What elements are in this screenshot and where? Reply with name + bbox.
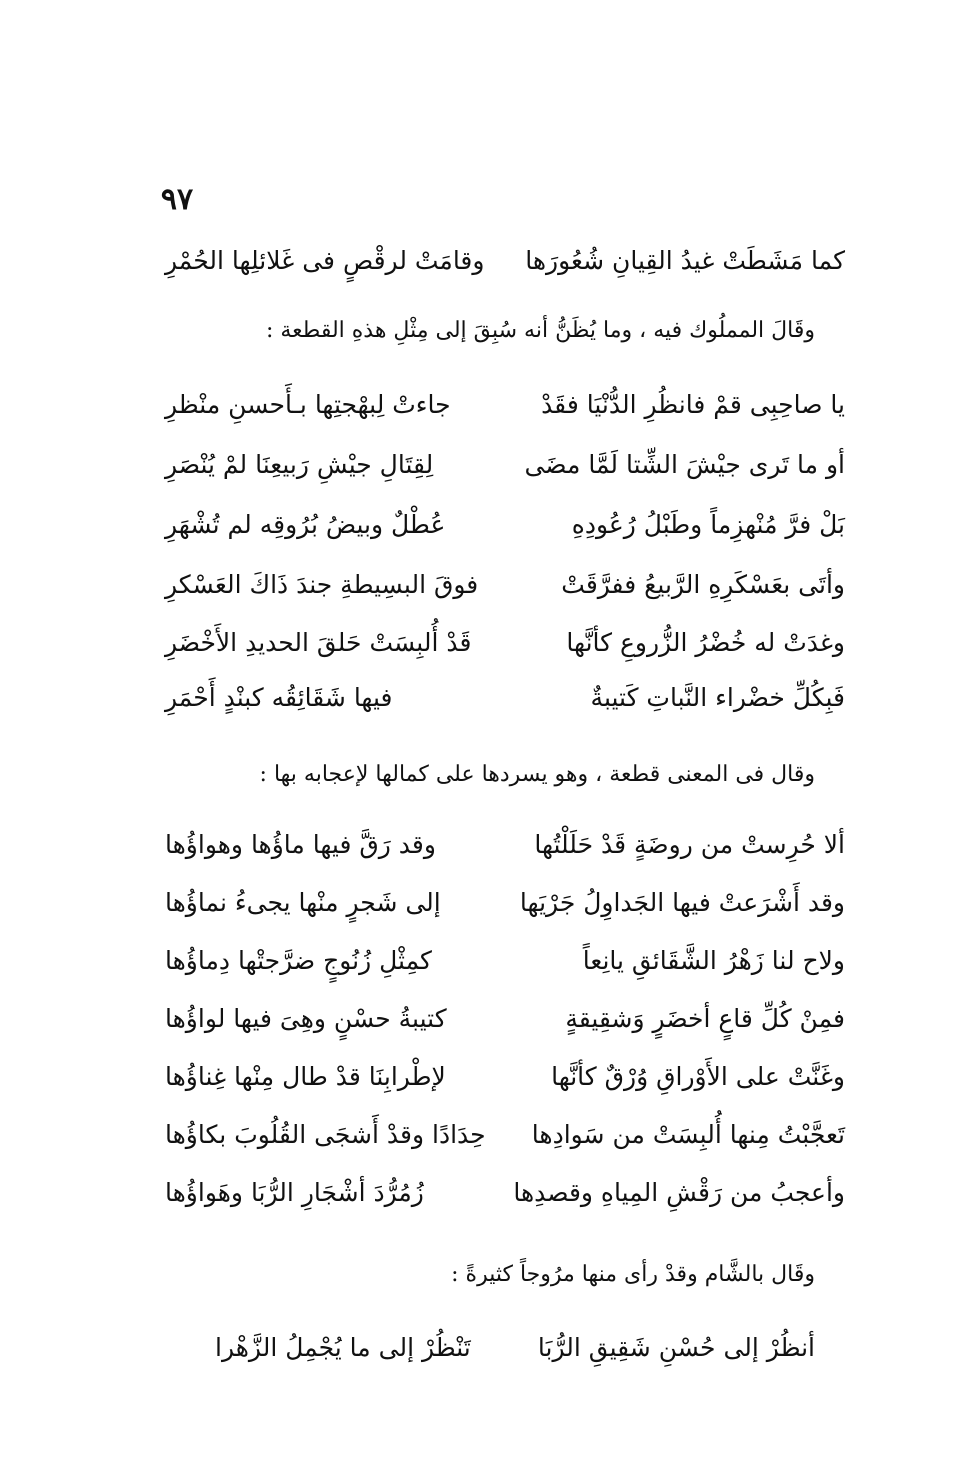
verse-first-hemistich: وغَنَّتْ على الأَوْراقِ وُرْقٌ كأنَّها (551, 1061, 845, 1091)
verse-second-hemistich: زُمُرُّدَ أشْجَارِ الرُّبَا وهَواؤُها (165, 1177, 424, 1207)
verse-first-hemistich: تَعجَّبْتُ مِنها أُلبِسَتْ من سَوادِها (531, 1119, 845, 1149)
verse-line (165, 675, 845, 719)
verse-second-hemistich: وقد رَقَّ فيها ماؤُها وهواؤُها (165, 829, 436, 859)
page-number: ٩٧ (160, 182, 194, 217)
verse-first-hemistich: فمِنْ كُلِّ قاعٍ أخضَرٍ وَشقِيقةٍ (565, 1003, 845, 1033)
verse-line (165, 1054, 845, 1098)
verse-line (165, 880, 845, 924)
verse-line (165, 238, 845, 282)
verse-first-hemistich: فَبِكُلِّ خضْراء النَّباتِ كَتيبةٌ (590, 682, 845, 712)
verse-second-hemistich: تَنْظُرْ إلى ما يُجْمِلُ الزَّهْرا (215, 1332, 471, 1362)
verse-line (165, 822, 845, 866)
verse-second-hemistich: فيها شَقَائِقُه كبنْدٍ أَحْمَرِ (165, 682, 393, 712)
verse-second-hemistich: فوقَ البسِيطةِ جندَ ذَاكَ العَسْكرِ (165, 569, 479, 599)
section-intro: وقَال بالشَّام وقدْ رأى منها مرُوجاً كثيرةً : (451, 1262, 815, 1287)
verse-second-hemistich: وقامَتْ لرقْصٍ فى غَلائلِها الحُمْرِ (165, 245, 485, 275)
verse-first-hemistich: كما مَشَطَتْ غيدُ القِيانِ شُعُورَها (525, 245, 845, 275)
verse-first-hemistich: بَلْ فرَّ مُنْهزِماً وطَبْلُ رُعُودِهِ (571, 509, 845, 539)
verse-first-hemistich: وغدَتْ له خُضْرُ الزُّروعِ كأنَّها (566, 627, 845, 657)
verse-line (215, 1325, 815, 1369)
verse-first-hemistich: وأتَى بعَسْكَرِهِ الرَّبيعُ ففرَّقَتْ (561, 569, 845, 599)
section-intro: وقَالَ المملُوك فيه ، وما يُظَنُّ أنه سُبِقَ إلى مِثْلِ هذهِ القطعة : (265, 318, 815, 343)
verse-second-hemistich: لِقِتَالِ جيْشِ رَبيعِنَا لمْ يُنْصَرِ (165, 449, 434, 479)
verse-line (165, 938, 845, 982)
verse-first-hemistich: وقد أَشْرَعتْ فيها الجَداوِلُ جَرْيَها (519, 887, 845, 917)
verse-line (165, 1112, 845, 1156)
verse-second-hemistich: قَدْ أُلبِسَتْ حَلقَ الحديدِ الأَخْضَرِ (165, 627, 472, 657)
verse-first-hemistich: يا صاحِبِى قمْ فانظُرِ الدُّنْيَا فقَدْ (541, 389, 845, 419)
verse-first-hemistich: أنظُرْ إلى حُسْنِ شَقِيقِ الرُّبَا (537, 1332, 815, 1362)
verse-second-hemistich: لإطْرابِنَا قدْ طال مِنْها غِناؤُها (165, 1061, 446, 1091)
section-intro: وقال فى المعنى قطعة ، وهو يسردها على كمالها لإعجابه بها : (259, 762, 815, 787)
verse-first-hemistich: وأعجبُ من رَقْشِ المِياهِ وقصدِها (513, 1177, 845, 1207)
verse-first-hemistich: أو ما تَرى جيْشَ الشِّتا لَمَّا مضَى (524, 449, 845, 479)
verse-line (165, 1170, 845, 1214)
verse-second-hemistich: إلى شَجرٍ منْها يجىءُ نماؤُها (165, 887, 441, 917)
verse-second-hemistich: كمِثْلِ زُنُوجٍ ضرَّجتْها دِماؤُها (165, 945, 432, 975)
verse-line (165, 502, 845, 546)
verse-line (165, 382, 845, 426)
verse-line (165, 562, 845, 606)
verse-first-hemistich: ولاح لنا زَهْرُ الشَّقَائقِ يانِعاً (582, 945, 845, 975)
verse-second-hemistich: جاءتْ لِبهْجتِها بـأَحسنِ منْظرِ (165, 389, 451, 419)
verse-second-hemistich: حِدَادًا وقدْ أَشجَى القُلُوبَ بكاؤُها (165, 1119, 486, 1149)
verse-first-hemistich: ألا حُرِستْ من روضَةٍ قَدْ حَلَلْتُها (534, 829, 845, 859)
verse-line (165, 442, 845, 486)
verse-line (165, 996, 845, 1040)
verse-line (165, 620, 845, 664)
verse-second-hemistich: كتيبةُ حسْنٍ وهِىَ فيها لواؤُها (165, 1003, 447, 1033)
verse-second-hemistich: عُطْلٌ وبيضُ بُرُوقِه لم تُشْهَرِ (165, 509, 446, 539)
